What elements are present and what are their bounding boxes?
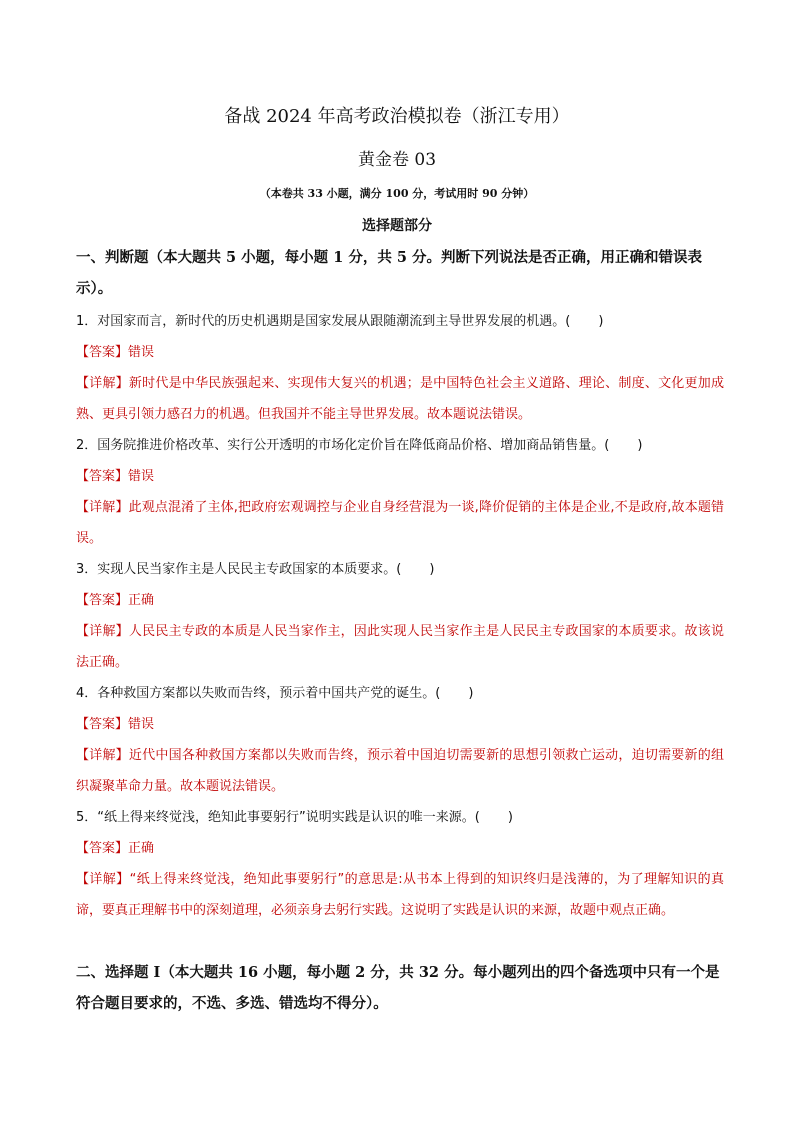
answer-line — [76, 833, 726, 864]
answer-value: 错误 — [128, 717, 155, 732]
detail-text: 人民民主专政的本质是人民当家作主，因此实现人民当家作主是人民民主专政国家的本质要求。故该说法正确。 — [76, 624, 724, 670]
question-stem: 5．“纸上得来终觉浅，绝知此事要躬行”说明实践是认识的唯一来源。( ) — [76, 810, 513, 825]
answer-tag: 【答案】 — [76, 717, 129, 732]
detail-tag: 【详解】 — [76, 624, 129, 639]
answer-tag: 【答案】 — [76, 593, 129, 608]
detail-paragraph — [76, 368, 724, 430]
answer-tag: 【答案】 — [76, 345, 129, 360]
exam-subtitle: 黄金卷 03 — [357, 150, 437, 170]
detail-text: 近代中国各种救国方案都以失败而告终，预示着中国迫切需要新的思想引领救亡运动，迫切需要新的组织凝聚革命力量。故本题说法错误。 — [76, 748, 724, 794]
section-heading-choice: 二、选择题 I（本大题共 16 小题，每小题 2 分，共 32 分。每小题列出的四个备选项中只有一个是符合题目要求的，不选、多选、错选均不得分）。 — [76, 964, 720, 1012]
detail-tag: 【详解】 — [76, 500, 129, 515]
answer-line — [76, 461, 726, 492]
answer-line — [76, 709, 726, 740]
detail-tag: 【详解】 — [76, 748, 129, 763]
answer-line — [76, 337, 726, 368]
answer-value: 错误 — [128, 469, 155, 484]
answer-line — [76, 585, 726, 616]
detail-text: “纸上得来终觉浅，绝知此事要躬行”的意思是:从书本上得到的知识终归是浅薄的，为了理解知识的真谛，要真正理解书中的深刻道理，必须亲身去躬行实践。这说明了实践是认识的来源，故题中观点正确。 — [76, 872, 724, 918]
detail-tag: 【详解】 — [76, 376, 129, 391]
answer-tag: 【答案】 — [76, 469, 129, 484]
question-stem: 4．各种救国方案都以失败而告终，预示着中国共产党的诞生。( ) — [76, 686, 474, 701]
detail-paragraph — [76, 740, 724, 802]
answer-value: 正确 — [128, 841, 155, 856]
section-heading-judgement: 一、判断题（本大题共 5 小题，每小题 1 分，共 5 分。判断下列说法是否正确，用正确和错误表示）。 — [76, 249, 703, 297]
question-stem: 2．国务院推进价格改革、实行公开透明的市场化定价旨在降低商品价格、增加商品销售量。( ) — [76, 438, 643, 453]
answer-tag: 【答案】 — [76, 841, 129, 856]
detail-paragraph — [76, 864, 724, 926]
detail-text: 此观点混淆了主体,把政府宏观调控与企业自身经营混为一谈,降价促销的主体是企业,不是政府,故本题错误。 — [76, 500, 724, 546]
answer-value: 错误 — [128, 345, 155, 360]
part-label: 选择题部分 — [362, 218, 432, 234]
answer-value: 正确 — [128, 593, 155, 608]
detail-tag: 【详解】 — [76, 872, 130, 887]
detail-text: 新时代是中华民族强起来、实现伟大复兴的机遇；是中国特色社会主义道路、理论、制度、文化更加成熟、更具引领力感召力的机遇。但我国并不能主导世界发展。故本题说法错误。 — [76, 376, 724, 422]
question-stem: 3．实现人民当家作主是人民民主专政国家的本质要求。( ) — [76, 562, 435, 577]
question-stem: 1．对国家而言，新时代的历史机遇期是国家发展从跟随潮流到主导世界发展的机遇。( ) — [76, 314, 604, 329]
exam-note: （本卷共 33 小题，满分 100 分，考试用时 90 分钟） — [259, 187, 535, 200]
detail-paragraph — [76, 492, 724, 554]
exam-title: 备战 2024 年高考政治模拟卷（浙江专用） — [224, 106, 570, 127]
detail-paragraph — [76, 616, 724, 678]
